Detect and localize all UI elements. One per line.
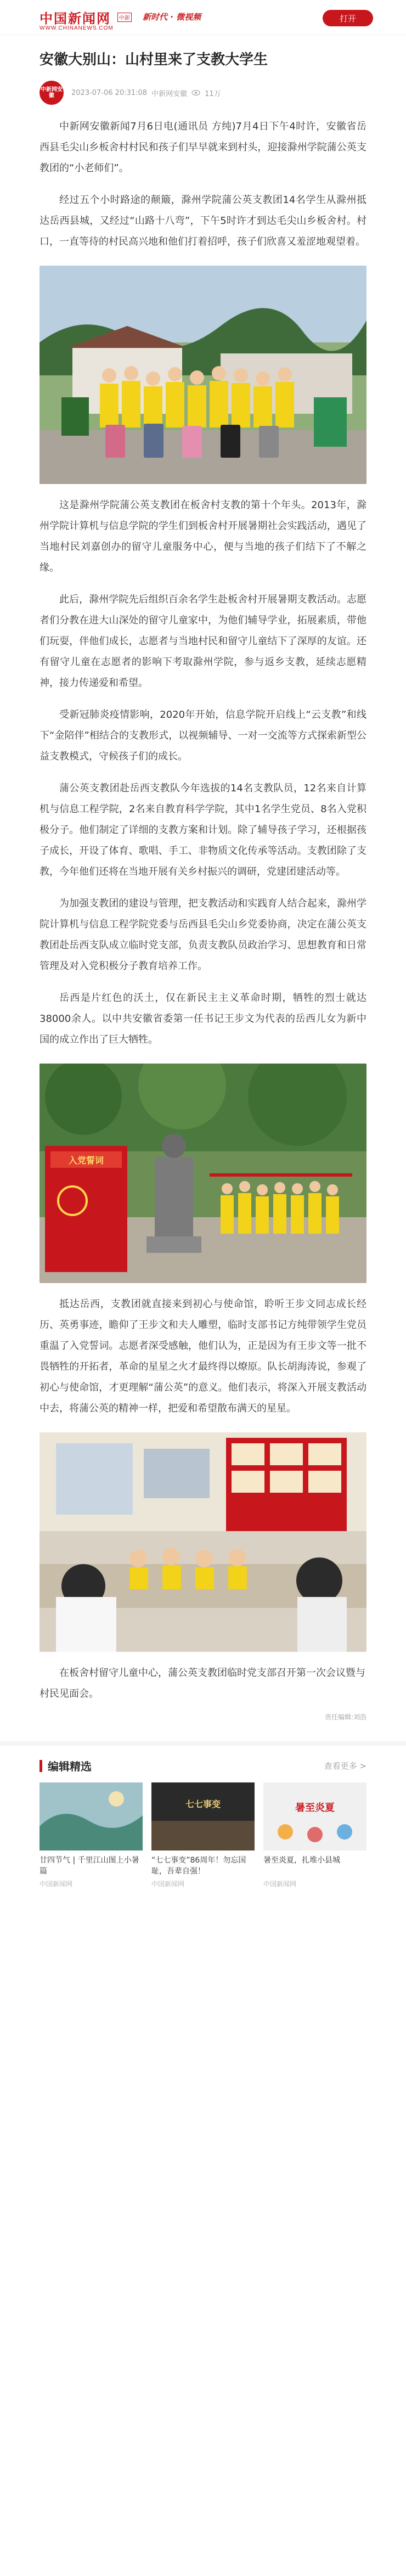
editor-pick-card[interactable] (40, 1782, 143, 1888)
open-app-button[interactable]: 打开 (323, 10, 373, 26)
editor-picks-list (0, 1774, 406, 1888)
editor-pick-card[interactable] (263, 1782, 366, 1888)
logo-badge: 中新 (117, 13, 132, 22)
editor-picks-header (0, 1741, 406, 1774)
top-bar (0, 0, 406, 35)
card-title: 廿四节气 | 千里江山图上小暑篇 (40, 1856, 139, 1876)
site-logo[interactable] (40, 8, 132, 31)
paragraph: 这是滁州学院蒲公英支教团在板舍村支教的第十个年头。2013年，滁州学院计算机与信息学院的学生们到板舍村开展暑期社会实践活动，遇见了当地村民刘嘉创办的留守儿童服务中心，便与当地的孩子们结下了不解之缘。 (40, 499, 366, 573)
card-thumbnail (263, 1782, 366, 1851)
channel-logo: 新时代 · 微视频 (143, 12, 201, 22)
card-source: 中国新闻网 (151, 1880, 185, 1888)
article-photo-group-arrival[interactable] (40, 266, 366, 484)
author-avatar[interactable]: 中新网安徽 (40, 81, 64, 105)
paragraph: 岳西是片红色的沃土，仅在新民主主义革命时期，牺牲的烈士就达38000余人。以中共安徽省委第一任书记王步文为代表的岳西儿女为新中国的成立作出了巨大牺牲。 (40, 992, 366, 1045)
card-source: 中国新闻网 (40, 1880, 73, 1888)
editor-picks-title: 编辑精选 (48, 1760, 92, 1773)
card-title: 暑至炎夏，扎堆小县城 (263, 1856, 340, 1865)
article-photo-memorial[interactable] (40, 1064, 366, 1283)
paragraph: 受新冠肺炎疫情影响，2020年开始，信息学院开启线上“云支教”和线下“金陪伴”相结合的支教形式，以视频辅导、一对一交流等方式探索新型公益支教模式，守候孩子们的成长。 (40, 709, 366, 762)
paragraph: 经过五个小时路途的颠簸，滁州学院蒲公英支教团14名学生从滁州抵达岳西县城，又经过“山路十八弯”，下午5时许才到达毛尖山乡板舍村。村口，一直等待的村民高兴地和他们打着招呼，孩子们欣喜又羞涩地观望着。 (40, 194, 366, 248)
svg-text:七七事变: 七七事变 (185, 1799, 221, 1809)
eye-icon (191, 88, 200, 97)
article-source: 中新网安徽 (151, 89, 188, 98)
paragraph: 此后，滁州学院先后组织百余名学生赴板舍村开展暑期支教活动。志愿者们分教在进大山深处的留守儿童家中，为他们辅导学业，拓展素质，带他们玩耍，伴他们成长，志愿者与当地村民和留守儿童结下了深厚的友谊。还有留守儿童在志愿者的影响下考取滁州学院，参与返乡支教，延续志愿精神，接力传递爱和希望。 (40, 594, 366, 689)
section-marker (40, 1760, 42, 1772)
card-title: “七七事变”86周年！勿忘国耻，吾辈自强！ (151, 1856, 246, 1876)
see-more-link[interactable]: 查看更多 > (324, 1761, 366, 1771)
photo-caption: 在板舍村留守儿童中心，蒲公英支教团临时党支部召开第一次会议暨与村民见面会。 (40, 1667, 365, 1700)
article-meta (40, 80, 366, 105)
card-source: 中国新闻网 (263, 1880, 297, 1888)
paragraph: 为加强支教团的建设与管理，把支教活动和实践育人结合起来，滁州学院计算机与信息工程学院党委与岳西县毛尖山乡党委协商，决定在蒲公英支教团赴岳西支队成立临时党支部，负责支教队员政治学习、思想教育和日常管理及对入党积极分子教育培养工作。 (40, 898, 366, 972)
view-count: 11万 (205, 89, 221, 98)
logo-subtext: WWW.CHINANEWS.COM (40, 25, 114, 31)
responsible-editor: 责任编辑:刘浩 (324, 1713, 366, 1721)
paragraph: 蒲公英支教团赴岳西支教队今年选拔的14名支教队员，12名来自计算机与信息工程学院，2名来自教育科学学院，其中1名学生党员、8名入党积极分子。他们制定了详细的支教方案和计划。除了辅导孩子学习，还根据孩子成长，开设了体育、歌唱、手工、非物质文化传承等活动。支教团除了支教，今年他们还将在当地开展有关乡村振兴的调研，党建团建活动等。 (40, 783, 366, 878)
publish-datetime: 2023-07-06 20:31:08 (71, 88, 148, 97)
paragraph: 中新网安徽新闻7月6日电(通讯员 方纯)7月4日下午4时许，安徽省岳西县毛尖山乡板舍村村民和孩子们早早就来到村头，迎接滁州学院蒲公英支教团的“小老师们”。 (40, 121, 366, 174)
card-thumbnail (151, 1782, 255, 1851)
editor-pick-card[interactable] (151, 1782, 255, 1888)
svg-text:暑至炎夏: 暑至炎夏 (295, 1802, 335, 1814)
article-photo-meeting[interactable] (40, 1432, 366, 1652)
svg-text:入党誓词: 入党誓词 (68, 1155, 104, 1166)
card-thumbnail (40, 1782, 143, 1851)
logo-text: 中国新闻网 (40, 10, 111, 26)
paragraph: 抵达岳西，支教团就直接来到初心与使命馆，聆听王步文同志成长经历、英勇事迹，瞻仰了王步文和夫人雕塑，临时支部书记方纯带领学生党员重温了入党誓词。志愿者深受感触，他们认为，正是因为有王步文等一批不畏牺牲的开拓者，革命的星星之火才最终得以燎原。队长胡海涛说，参观了初心与使命馆，才更理解“蒲公英”的意义。他们表示，将深入开展支教活动中去，将蒲公英的精神一样，把爱和希望散布满天的星星。 (40, 1298, 366, 1414)
article-title: 安徽大别山：山村里来了支教大学生 (40, 52, 268, 68)
article-body (0, 49, 406, 1722)
